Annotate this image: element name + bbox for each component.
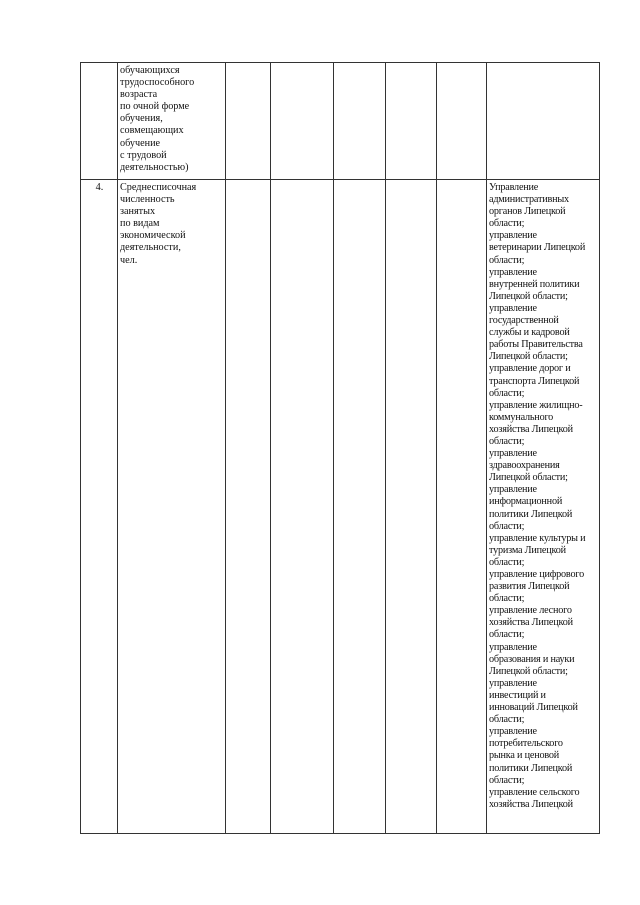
indicator-text-line: с трудовой [120,149,167,161]
responsible-text-line: области; [489,774,525,786]
responsible-text-line: Липецкой области; [489,290,568,302]
responsible-text-line: хозяйства Липецкой [489,798,573,810]
indicators-table [80,62,600,834]
indicator-text-line: обучения, [120,113,163,125]
row-number: 4. [95,182,104,193]
responsible-text-line: Липецкой области; [489,665,568,677]
indicator-text-line: чел. [120,254,138,266]
empty-cell [386,63,437,180]
responsible-text-line: коммунального [489,411,554,423]
indicator-text-line: обучающихся [120,65,180,76]
responsible-text-line: административных [489,194,569,206]
responsible-text-line: развития Липецкой [489,581,570,593]
responsible-text-line: информационной [489,496,563,508]
responsible-cell [487,180,600,834]
indicator-text-line: обучение [120,137,161,149]
responsible-text-line: управление [489,484,537,496]
empty-cell [226,180,271,834]
empty-cell [271,63,334,180]
table-row [81,63,600,180]
indicator-text-line: Среднесписочная [120,182,197,193]
responsible-text-line: управление дорог и [489,363,571,375]
responsible-text-line: потребительского [489,738,563,750]
responsible-text-line: хозяйства Липецкой [489,617,573,629]
responsible-text-line: Липецкой области; [489,472,568,484]
empty-cell [271,180,334,834]
responsible-text-line: управление [489,302,537,314]
indicator-text-line: деятельности, [120,242,181,254]
indicator-text-line: деятельностью) [120,161,189,173]
responsible-text-line: инноваций Липецкой [489,702,578,714]
responsible-text-line: политики Липецкой [489,762,573,774]
responsible-text-line: службы и кадровой [489,327,570,339]
responsible-text-line: Управление [489,182,539,193]
responsible-text-line: управление [489,641,537,653]
responsible-text-line: управление жилищно- [489,399,583,411]
empty-cell [437,63,487,180]
row-number-cell [81,180,118,834]
responsible-text-line: области; [489,714,525,726]
responsible-text-line: работы Правительства [489,339,583,351]
empty-cell [334,180,386,834]
responsible-text-line: органов Липецкой [489,206,566,218]
responsible-text-line: области; [489,520,525,532]
responsible-text-line: области; [489,435,525,447]
indicator-text-line: по видам [120,218,160,230]
indicator-text-line: возраста [120,89,158,101]
responsible-text-line: управление [489,230,537,242]
responsible-text-line: туризма Липецкой [489,544,566,556]
indicator-text-line: экономической [120,230,186,242]
responsible-text-line: государственной [489,315,559,327]
indicator-name-cell [118,180,226,834]
indicator-text-line: совмещающих [120,125,184,137]
responsible-text-line: управление цифрового [489,569,584,580]
responsible-text-line: области; [489,218,525,230]
responsible-text-line: транспорта Липецкой [489,375,580,387]
responsible-text-line: здравоохранения [489,460,560,472]
indicator-text-line: занятых [120,206,156,218]
responsible-text-line: политики Липецкой [489,508,573,520]
responsible-text-line: области; [489,387,525,399]
responsible-text-line: ветеринарии Липецкой [489,242,586,254]
responsible-text-line: управление [489,677,537,689]
responsible-text-line: рынка и ценовой [489,750,560,762]
responsible-text-line: области; [489,629,525,641]
responsible-text-line: Липецкой области; [489,351,568,363]
responsible-text-line: области; [489,593,525,605]
responsible-text-line: образования и науки [489,653,575,665]
indicator-name-cell [118,63,226,180]
responsible-text-line: области; [489,254,525,266]
empty-cell [386,180,437,834]
responsible-text-line: хозяйства Липецкой [489,423,573,435]
responsible-text-line: управление [489,448,537,460]
responsible-text-line: управление [489,726,537,738]
responsible-text-line: управление лесного [489,605,572,617]
responsible-text-line: внутренней политики [489,278,580,290]
responsible-text-line: управление [489,266,537,278]
empty-cell [334,63,386,180]
table-row [81,180,600,834]
indicator-text-line: численность [120,194,175,206]
empty-cell [437,180,487,834]
responsible-text-line: инвестиций и [489,689,546,701]
empty-cell [226,63,271,180]
responsible-text-line: области; [489,556,525,568]
responsible-text-line: управление культуры и [489,532,586,544]
indicator-text-line: по очной форме [120,101,190,113]
responsible-text-line: управление сельского [489,786,580,798]
row-number-cell [81,63,118,180]
responsible-cell [487,63,600,180]
indicator-text-line: трудоспособного [120,77,195,89]
